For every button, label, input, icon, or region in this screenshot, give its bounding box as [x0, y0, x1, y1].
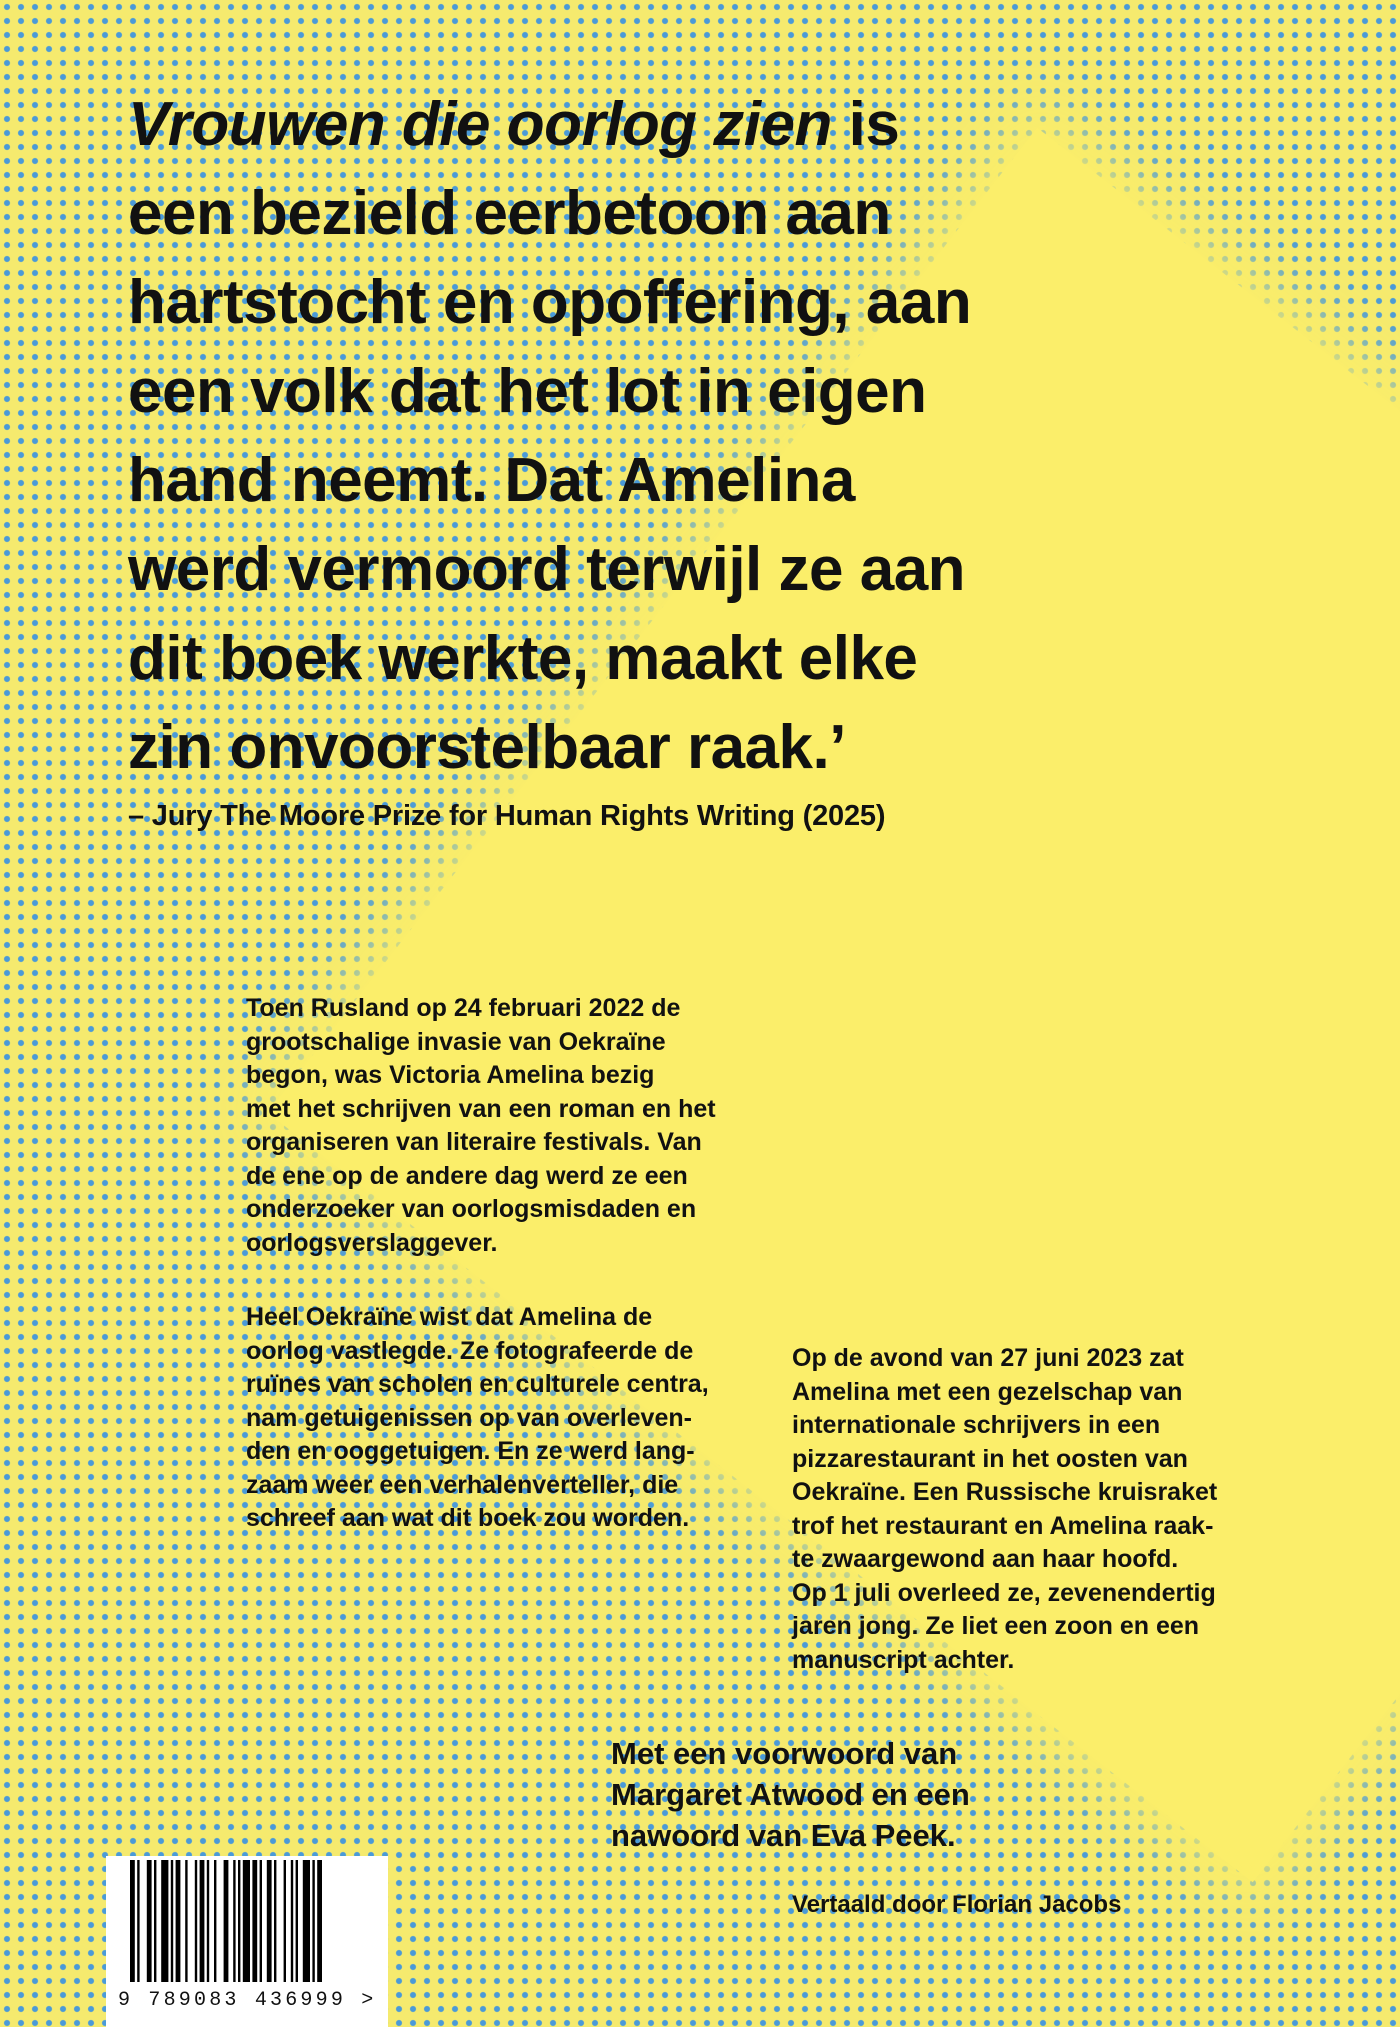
barcode-bar	[161, 1860, 168, 1982]
text-line: oorlog vastlegde. Ze fotografeerde de	[246, 1336, 694, 1365]
isbn-number: 9 789083 436999 >	[118, 1989, 377, 2012]
text-line: Op de avond van 27 juni 2023 zat	[792, 1344, 1184, 1372]
quote-line-1-rest: is	[831, 90, 900, 159]
text-line: te zwaargewond aan haar hoofd.	[792, 1545, 1179, 1573]
text-line: jaren jong. Ze liet een zoon en een	[792, 1612, 1200, 1640]
quote-line-1	[128, 80, 1128, 169]
text-line: de ene op de andere dag werd ze een	[246, 1161, 688, 1190]
text-line: oorlogsverslaggever.	[246, 1228, 498, 1257]
paragraph-invasion	[246, 992, 716, 1260]
quote-attribution: – Jury The Moore Prize for Human Rights Writing (2025)	[128, 800, 886, 832]
barcode-bar	[137, 1860, 139, 1982]
quote-line: werd vermoord terwijl ze aan	[128, 535, 966, 604]
barcode-bar	[296, 1860, 298, 1982]
quote-line: dit boek werkte, maakt elke	[128, 624, 918, 693]
barcode-bar	[130, 1860, 135, 1982]
quote-line: hand neemt. Dat Amelina	[128, 446, 855, 515]
text-line: onderzoeker van oorlogsmisdaden en	[246, 1195, 697, 1223]
foreword-credit	[611, 1733, 970, 1856]
text-line: met het schrijven van een roman en het	[246, 1094, 716, 1123]
barcode-bar	[267, 1860, 272, 1982]
barcode-bar	[185, 1860, 187, 1982]
quote-line: een bezield eerbetoon aan	[128, 179, 891, 248]
text-line: Met een voorwoord van	[611, 1736, 958, 1771]
text-line: den en ooggetuigen. En ze werd lang-	[246, 1437, 695, 1465]
text-line: Oekraïne. Een Russische kruisraket	[792, 1478, 1218, 1506]
text-line: internationale schrijvers in een	[792, 1411, 1161, 1439]
barcode-bar	[312, 1860, 314, 1982]
text-line: Toen Rusland op 24 februari 2022 de	[246, 994, 681, 1022]
paragraph-documenting	[246, 1301, 709, 1536]
text-line: pizzarestaurant in het oosten van	[792, 1444, 1188, 1473]
text-line: Op 1 juli overleed ze, zevenendertig	[792, 1578, 1216, 1607]
barcode-bar	[233, 1860, 235, 1982]
text-line: nawoord van Eva Peek.	[611, 1818, 956, 1853]
text-line: Margaret Atwood en een	[611, 1777, 970, 1812]
isbn-barcode	[106, 1856, 388, 2027]
text-line: begon, was Victoria Amelina bezig	[246, 1061, 655, 1089]
text-line: zaam weer een verhalenverteller, die	[246, 1470, 679, 1499]
book-title: Vrouwen die oorlog zien	[128, 90, 832, 159]
translator-credit: Vertaald door Florian Jacobs	[792, 1891, 1122, 1918]
quote-line: een volk dat het lot in eigen	[128, 357, 927, 426]
text-line: Heel Oekraïne wist dat Amelina de	[246, 1303, 653, 1331]
text-line: manuscript achter.	[792, 1645, 1015, 1674]
pull-quote	[128, 80, 1128, 792]
barcode-bar	[291, 1860, 293, 1982]
barcode-bar	[147, 1860, 152, 1982]
text-line: grootschalige invasie van Oekraïne	[246, 1027, 666, 1056]
barcode-bar	[238, 1860, 240, 1982]
text-line: ruïnes van scholen en culturele centra,	[246, 1370, 709, 1398]
text-line: organiseren van literaire festivals. Van	[246, 1128, 702, 1156]
quote-line: zin onvoorstelbaar raak.’	[128, 713, 846, 782]
barcode-bar	[176, 1860, 181, 1982]
barcode-bar	[317, 1860, 322, 1982]
barcode-bar	[200, 1860, 205, 1982]
barcode-bar	[214, 1860, 216, 1982]
barcode-bar	[171, 1860, 173, 1982]
barcode-bar	[207, 1860, 209, 1982]
paragraph-attack	[792, 1342, 1217, 1677]
barcode-bar	[252, 1860, 257, 1982]
barcode-bars	[106, 1856, 388, 1986]
barcode-bar	[195, 1860, 197, 1982]
text-line: trof het restaurant en Amelina raak-	[792, 1511, 1214, 1540]
text-line: Amelina met een gezelschap van	[792, 1377, 1183, 1406]
quote-line: hartstocht en opoffering, aan	[128, 268, 972, 337]
barcode-bar	[274, 1860, 276, 1982]
barcode-bar	[284, 1860, 286, 1982]
text-line: schreef aan wat dit boek zou worden.	[246, 1504, 690, 1532]
barcode-bar	[303, 1860, 310, 1982]
barcode-bar	[154, 1860, 156, 1982]
barcode-bar	[260, 1860, 262, 1982]
barcode-bar	[243, 1860, 250, 1982]
text-line: nam getuigenissen op van overleven-	[246, 1403, 692, 1432]
barcode-bar	[224, 1860, 229, 1982]
